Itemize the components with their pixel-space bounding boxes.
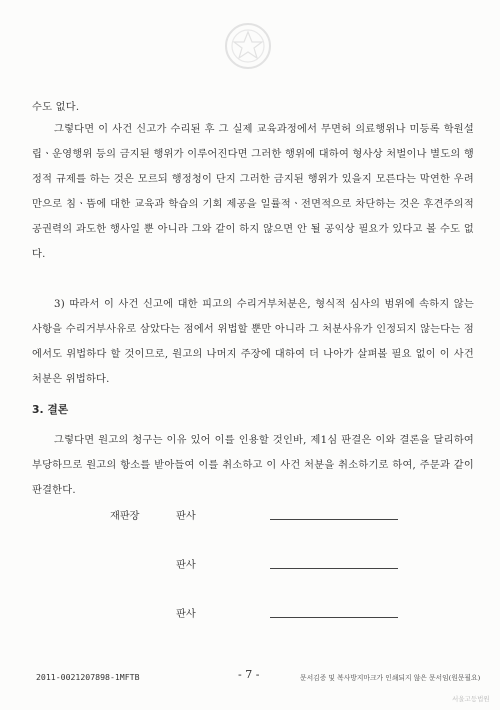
paragraph-conclusion-of-reasoning: 3) 따라서 이 사건 신고에 대한 피고의 수리거부처분은, 형식적 심사의 범위에 속하지 않는 사항을 수리거부사유로 삼았다는 점에서 위법할 뿐만 아니라 그 처분사유가 인정되지 않는다는 점에서도 위법하다 할 것이므로, 원고의 나머지 주장에 대하여 더 나아가 살펴볼 필요 없이 이 사건 처분은 위법하다. (32, 299, 475, 385)
chief-judge-label: 재판장 (110, 511, 140, 522)
paragraph-continuation: 수도 없다. (32, 102, 80, 113)
signature-row-judge-3 (0, 605, 500, 625)
signature-row-judge-2 (0, 556, 500, 576)
signature-line (270, 519, 398, 520)
section-heading-conclusion: 3. 결론 (32, 403, 69, 416)
footer-note: 문서김증 및 복사방지마크가 인쇄되지 않은 문서임(원문필요) (300, 674, 481, 682)
signature-row-chief (0, 507, 500, 527)
paragraph-reasoning: 그렇다면 이 사건 신고가 수리된 후 그 실제 교육과정에서 무면허 의료행위나 미등록 학원설립ㆍ운영행위 등의 금지된 행위가 이루어진다면 그러한 행위에 대하여 형사상 처벌이나 별도의 행정적 규제를 하는 것은 모르되 행정청이 단지 그러한 금지된 행위가 있을지 모른다는 막연한 우려만으로 침ㆍ뜸에 대한 교육과 학습의 기회 제공을 일률적ㆍ전면적으로 차단하는 것은 후견주의적 공권력의 과도한 행사일 뿐 아니라 그와 같이 하지 않으면 안 될 공익상 필요가 있다고 볼 수도 없다. (32, 124, 475, 260)
judge-label: 판사 (176, 560, 196, 571)
page-number: - 7 - (238, 668, 260, 681)
signature-line (270, 617, 398, 618)
judge-label: 판사 (176, 609, 196, 620)
court-seal-watermark-icon (224, 22, 272, 70)
court-name-mark: 서울고등법원 (452, 695, 490, 703)
judge-label: 판사 (176, 511, 196, 522)
document-code: 2011-0021207898-1MFTB (36, 672, 140, 682)
signature-line (270, 568, 398, 569)
paragraph-judgment: 그렇다면 원고의 청구는 이유 있어 이를 인용할 것인바, 제1심 판결은 이와 결론을 달리하여 부당하므로 원고의 항소를 받아들여 이를 취소하고 이 사건 처분을 취소하기로 하여, 주문과 같이 판결한다. (32, 435, 474, 496)
